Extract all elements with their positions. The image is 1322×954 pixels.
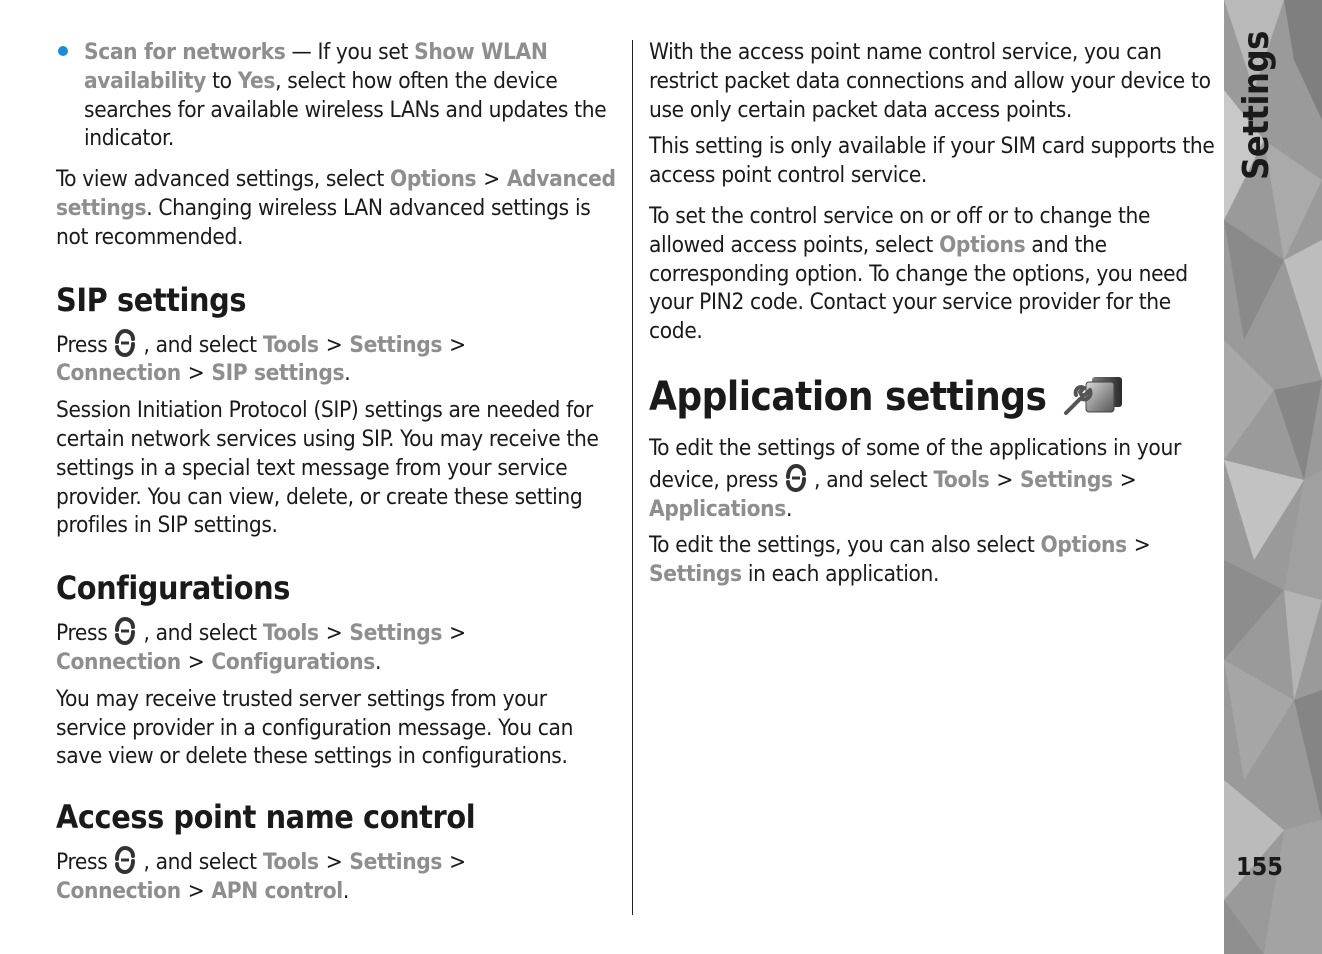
- sip-settings-body: Session Initiation Protocol (SIP) settings are needed for certain network services using SIP. You may receive the settings in a special text message from your service provider. You can view, delete, or create these setting profiles in SIP settings.: [56, 397, 599, 539]
- menu-key-icon: [111, 616, 139, 646]
- application-settings-options: To edit the settings, you can also select Options > Settings in each application.: [649, 532, 1151, 588]
- menu-term: Scan for networks: [84, 39, 286, 65]
- menu-key-icon: [782, 463, 810, 493]
- application-settings-icon: [1062, 373, 1128, 421]
- column-divider: [632, 40, 633, 915]
- menu-key-icon: [111, 845, 139, 875]
- apn-control-path: Press , and select Tools > Settings > Connection > APN control.: [56, 845, 618, 906]
- apn-description: With the access point name control service, you can restrict packet data connections and allow your device to use only certain packet data access points.: [649, 39, 1211, 123]
- page-number: 155: [1236, 852, 1283, 881]
- configurations-heading: Configurations: [56, 569, 290, 608]
- chapter-title: Settings: [1235, 30, 1277, 180]
- apn-options-paragraph: To set the control service on or off or to change the allowed access points, select Options and the corresponding option. To change the options, you need your PIN2 code. Contact your service provider for the code.: [649, 202, 1188, 345]
- apn-sim-note: This setting is only available if your SIM card supports the access point control service.: [649, 133, 1215, 189]
- advanced-settings-paragraph: To view advanced settings, select Options > Advanced settings. Changing wireless LAN advanced settings is not recommended.: [56, 166, 616, 250]
- apn-control-heading: Access point name control: [56, 798, 476, 837]
- application-settings-heading: Application settings: [649, 372, 1215, 422]
- application-settings-path: To edit the settings of some of the applications in your device, press , and select Tools > Settings > Applications.: [649, 434, 1181, 522]
- configurations-path: Press , and select Tools > Settings > Connection > Configurations.: [56, 616, 618, 677]
- sip-settings-path: Press , and select Tools > Settings > Connection > SIP settings.: [56, 328, 618, 389]
- bullet-scan-for-networks: [56, 38, 618, 153]
- bullet-icon: [58, 46, 68, 56]
- right-column: [649, 38, 1215, 589]
- sip-settings-heading: SIP settings: [56, 280, 247, 319]
- bullet-text: Scan for networks — If you set Show WLAN availability to Yes, select how often the device searches for available wireless LANs and updates the indicator.: [84, 39, 607, 152]
- menu-key-icon: [111, 328, 139, 358]
- configurations-body: You may receive trusted server settings from your service provider in a configuration message. You can save view or delete these settings in configurations.: [56, 685, 574, 770]
- left-column: [56, 38, 618, 906]
